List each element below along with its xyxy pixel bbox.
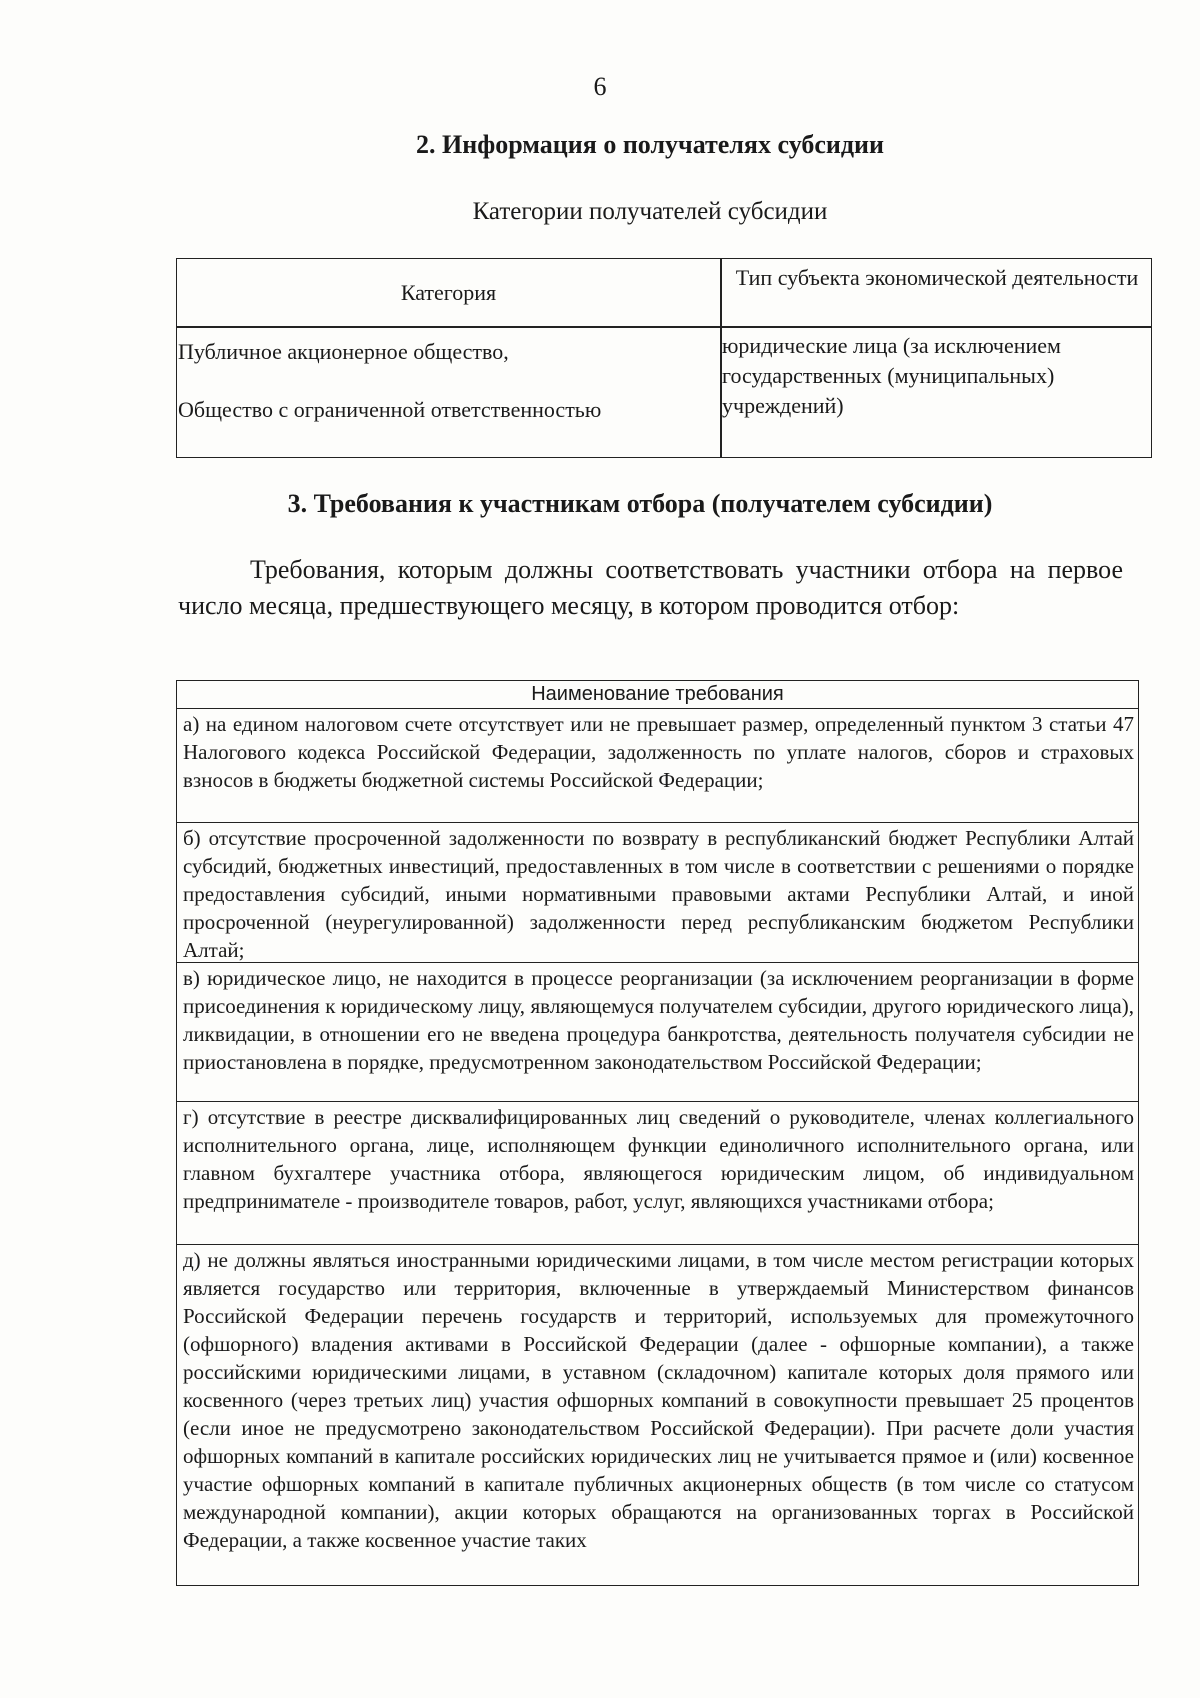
section-2-subtitle: Категории получателей субсидии xyxy=(472,198,828,225)
table-row: д) не должны являться иностранными юридическими лицами, в том числе местом регистрации которых является государство или территория, включенные в утверждаемый Министерством финансов Российской Федерации перечень государств и территорий, используемых для промежуточного (офшорного) владения активами в Российской Федерации (далее - офшорные компании), а также российскими юридическими лицами, в уставном (складочном) капитале которых доля прямого или косвенного (через третьих лиц) участия офшорных компаний в совокупности превышает 25 процентов (если иное не предусмотрено законодательством Российской Федерации). При расчете доли участия офшорных компаний в капитале российских юридических лиц не учитывается прямое и (или) косвенное участие офшорных компаний в капитале публичных акционерных обществ (в том числе со статусом международной компании), акции которых обращаются на организованных торгах в Российской Федерации, а также косвенное участие таких xyxy=(183,1248,1134,1552)
table-header-type: Тип субъекта экономической деятельности xyxy=(735,265,1139,290)
page-number: 6 xyxy=(593,72,607,101)
requirements-table xyxy=(176,680,1139,1586)
category-line-2: Общество с ограниченной ответственностью xyxy=(178,397,602,422)
type-cell: юридические лица (за исключением государственных (муниципальных) учреждений) xyxy=(722,333,1061,418)
requirements-table-header: Наименование требования xyxy=(177,681,1138,709)
category-cell xyxy=(178,337,718,425)
table-row: а) на едином налоговом счете отсутствует или не превышает размер, определенный пунктом 3 статьи 47 Налогового кодекса Российской Федерации, задолженность по уплате налогов, сборов и страховых взносов в бюджеты бюджетной системы Российской Федерации; xyxy=(177,709,1138,823)
category-line-1: Публичное акционерное общество, xyxy=(178,339,509,364)
table-header-category: Категория xyxy=(400,279,497,305)
section-3-intro: Требования, которым должны соответствовать участники отбора на первое число месяца, предшествующего месяцу, в котором проводится отбор: xyxy=(178,555,1123,620)
section-3-title: 3. Требования к участникам отбора (получателем субсидии) xyxy=(287,489,993,518)
recipient-categories-table xyxy=(176,258,1152,458)
table-row: в) юридическое лицо, не находится в процессе реорганизации (за исключением реорганизации в форме присоединения к юридическому лицу, являющемуся получателем субсидии, другого юридического лица), ликвидации, в отношении его не введена процедура банкротства, деятельность получателя субсидии не приостановлена в порядке, предусмотренном законодательством Российской Федерации; xyxy=(177,963,1138,1102)
table-row: б) отсутствие просроченной задолженности по возврату в республиканский бюджет Республики Алтай субсидий, бюджетных инвестиций, предоставленных в том числе в соответствии с решениями о порядке предоставления субсидий, иными нормативными правовыми актами Республики Алтай, и иной просроченной (неурегулированной) задолженности перед республиканским бюджетом Республики Алтай; xyxy=(177,823,1138,963)
section-2-title: 2. Информация о получателях субсидии xyxy=(416,130,884,159)
table-header-divider xyxy=(177,326,1151,328)
table-row: г) отсутствие в реестре дисквалифицированных лиц сведений о руководителе, членах коллегиального исполнительного органа, лице, исполняющем функции единоличного исполнительного органа, или главном бухгалтере участника отбора, являющегося юридическим лицом, об индивидуальном предпринимателе - производителе товаров, работ, услуг, являющихся участниками отбора; xyxy=(177,1102,1138,1245)
